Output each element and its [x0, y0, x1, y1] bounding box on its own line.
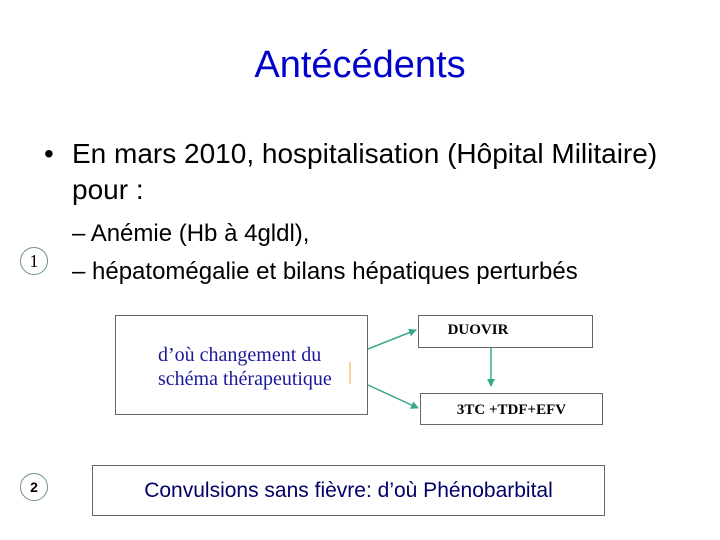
slide-title: Antécédents: [254, 44, 466, 86]
treatment-change-line2: schéma thérapeutique: [158, 368, 332, 390]
regimen-label: 3TC +TDF+EFV: [456, 402, 567, 418]
bullet-main-text: En mars 2010, hospitalisation (Hôpital Militaire) pour :: [72, 138, 658, 205]
arrow-to-regimen: [368, 385, 418, 408]
sub-item-hepatomegaly: – hépatomégalie et bilans hépatiques perturbés: [72, 258, 578, 285]
bullet-marker: •: [44, 138, 54, 169]
sub-item-anemia: – Anémie (Hb à 4gldl),: [72, 220, 310, 247]
step-marker-2: 2: [20, 473, 48, 501]
treatment-change-line1: d’où changement du: [158, 344, 322, 366]
convulsions-text: Convulsions sans fièvre: d’où Phénobarbital: [144, 479, 553, 502]
arrow-to-duovir: [368, 330, 416, 349]
step-marker-1: 1: [20, 247, 48, 275]
duovir-label: DUOVIR: [447, 322, 509, 338]
